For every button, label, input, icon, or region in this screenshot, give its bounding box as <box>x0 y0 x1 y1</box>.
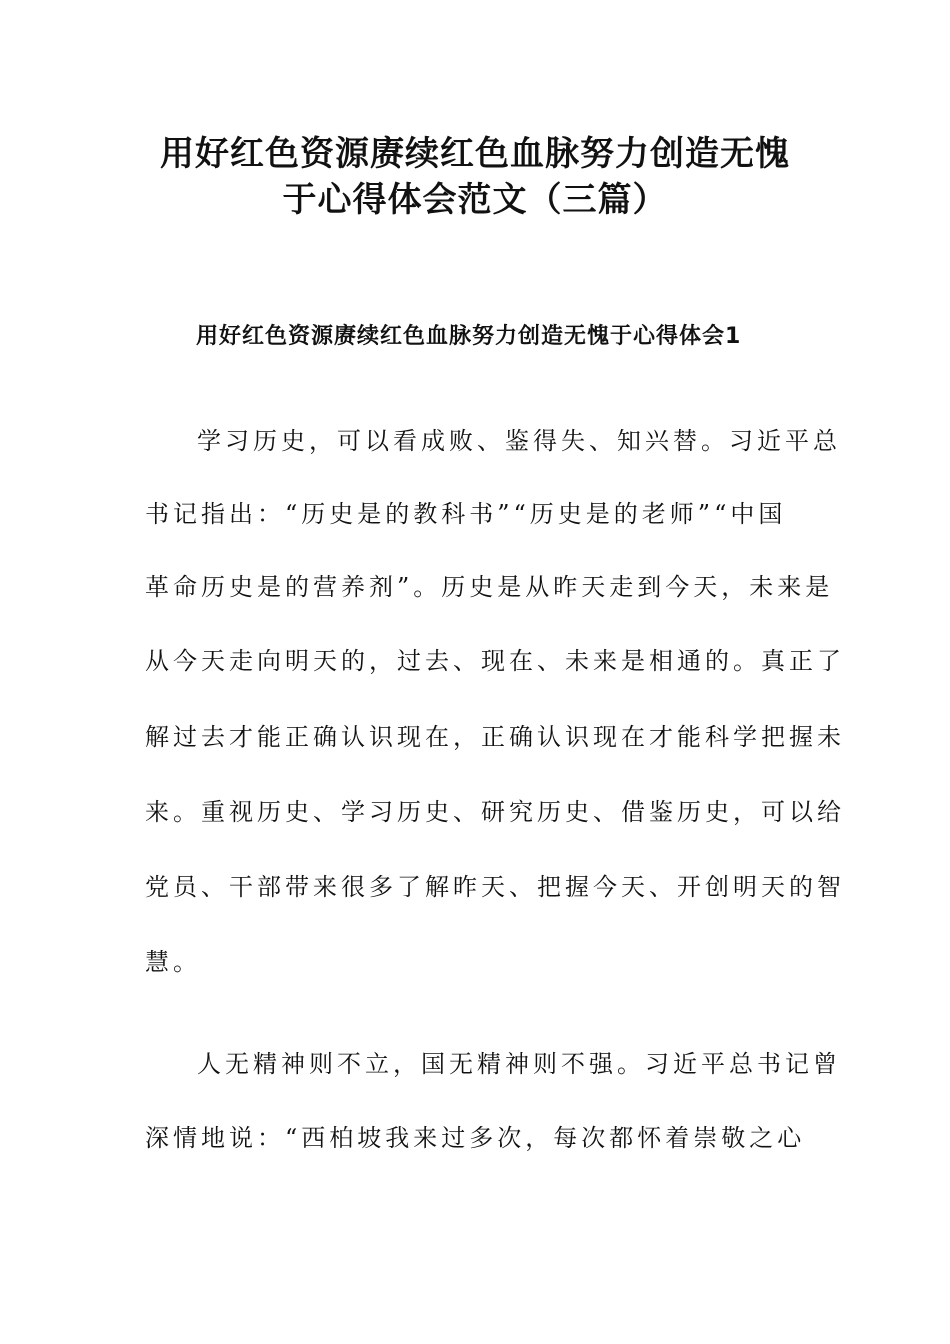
paragraph-line: 书记指出：“历史是的教科书”“历史是的老师”“中国 <box>145 500 787 528</box>
paragraph-line: 从今天走向明天的，过去、现在、未来是相通的。真正了 <box>145 647 845 675</box>
paragraph-line: 革命历史是的营养剂”。历史是从昨天走到今天，未来是 <box>145 573 834 601</box>
paragraph-line: 慧。 <box>145 948 201 976</box>
paragraph-line: 深情地说：“西柏坡我来过多次，每次都怀着崇敬之心 <box>145 1124 806 1152</box>
paragraph-line: 解过去才能正确认识现在，正确认识现在才能科学把握未 <box>145 723 845 751</box>
paragraph-line: 来。重视历史、学习历史、研究历史、借鉴历史，可以给 <box>145 798 845 826</box>
document-title-line-1: 用好红色资源赓续红色血脉努力创造无愧 <box>160 134 790 174</box>
paragraph-line: 人无精神则不立，国无精神则不强。习近平总书记曾 <box>197 1050 841 1078</box>
section-heading: 用好红色资源赓续红色血脉努力创造无愧于心得体会1 <box>196 324 742 349</box>
document-title-line-2: 于心得体会范文（三篇） <box>282 180 668 220</box>
paragraph-line: 学习历史，可以看成败、鉴得失、知兴替。习近平总 <box>197 427 841 455</box>
paragraph-line: 党员、干部带来很多了解昨天、把握今天、开创明天的智 <box>145 873 845 901</box>
